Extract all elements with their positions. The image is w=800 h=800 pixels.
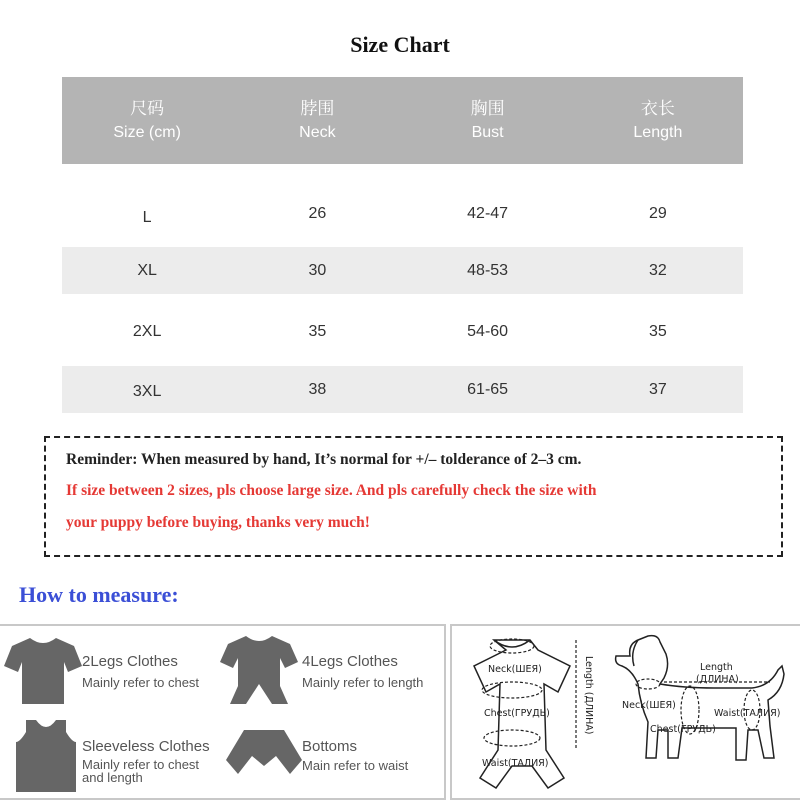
reminder-size-advice: If size between 2 sizes, pls choose large size. And pls carefully check the size with	[66, 482, 597, 499]
table-row	[62, 247, 743, 294]
cell-bust: 61-65	[467, 380, 509, 398]
cell-bust: 54-60	[467, 322, 509, 340]
type-4legs-name: 4Legs Clothes	[302, 653, 398, 670]
cell-length: 29	[648, 204, 667, 222]
header-bust	[403, 77, 573, 164]
reminder-thanks: your puppy before buying, thanks very much!	[66, 514, 370, 531]
cell-size: 3XL	[132, 382, 162, 400]
cell-length: 32	[648, 261, 667, 279]
type-sleeveless-desc1: Mainly refer to chest	[82, 757, 200, 772]
garment-length-label: Length (ДЛИНА)	[583, 656, 594, 735]
type-bottoms-name: Bottoms	[302, 738, 358, 755]
header-neck-cn: 脖围	[300, 98, 335, 119]
type-bottoms-desc: Main refer to waist	[302, 758, 409, 773]
type-sleeveless-desc2: and length	[82, 770, 143, 785]
cell-length: 37	[648, 380, 667, 398]
reminder-box	[44, 436, 783, 557]
garment-waist-label: Waist(ТАЛИЯ)	[482, 758, 549, 769]
dog-waist-label: Waist(ТАЛИЯ)	[714, 708, 781, 719]
garment-neck-label: Neck(ШЕЯ)	[488, 664, 542, 675]
cell-neck: 35	[308, 322, 327, 340]
dog-length-ru-label: (ДЛИНА)	[696, 674, 739, 685]
header-neck-en: Neck	[299, 123, 336, 141]
header-size	[62, 77, 232, 164]
dog-length-label: Length	[700, 662, 733, 673]
header-length-cn: 衣长	[640, 98, 675, 119]
measure-diagram	[452, 626, 800, 798]
header-bust-cn: 胸围	[470, 98, 505, 119]
type-2legs-name: 2Legs Clothes	[82, 653, 178, 670]
table-row	[62, 190, 743, 237]
cell-bust: 48-53	[467, 261, 509, 279]
size-table	[62, 77, 743, 400]
header-neck	[232, 77, 402, 164]
type-2legs	[0, 626, 220, 714]
jumpsuit-icon	[220, 634, 298, 706]
table-row	[62, 308, 743, 355]
table-header	[62, 77, 743, 164]
cell-size: L	[142, 208, 152, 226]
header-bust-en: Bust	[471, 123, 504, 141]
dog-chest-label: Chest(ГРУДЬ)	[650, 724, 716, 735]
cell-size: XL	[137, 261, 157, 279]
cell-neck: 38	[308, 380, 327, 398]
tshirt-icon	[4, 636, 82, 706]
type-4legs	[220, 626, 444, 714]
bottoms-icon	[226, 730, 302, 786]
type-2legs-desc: Mainly refer to chest	[82, 675, 200, 690]
header-length-en: Length	[633, 123, 683, 141]
type-4legs-desc: Mainly refer to length	[302, 675, 424, 690]
garment-chest-label: Chest(ГРУДЬ)	[484, 708, 550, 719]
measure-diagram-panel	[450, 624, 800, 800]
header-size-cn: 尺码	[130, 98, 165, 119]
type-bottoms	[220, 714, 444, 800]
header-length	[573, 77, 743, 164]
cell-neck: 30	[308, 261, 327, 279]
dog-neck-label: Neck(ШЕЯ)	[622, 700, 676, 711]
cell-size: 2XL	[132, 322, 162, 340]
table-row	[62, 366, 743, 413]
how-to-measure-heading: How to measure:	[19, 582, 179, 607]
page-title: Size Chart	[350, 32, 450, 57]
header-size-en: Size (cm)	[113, 123, 181, 141]
vest-icon	[16, 720, 76, 792]
dog-outline-icon	[616, 636, 784, 760]
cell-length: 35	[648, 322, 667, 340]
cell-bust: 42-47	[467, 204, 509, 222]
reminder-tolerance: Reminder: When measured by hand, It’s normal for +/– tolderance of 2–3 cm.	[66, 451, 582, 468]
type-sleeveless-name: Sleeveless Clothes	[82, 738, 210, 755]
type-sleeveless	[0, 714, 220, 800]
cell-neck: 26	[308, 204, 327, 222]
clothes-types-panel	[0, 624, 446, 800]
